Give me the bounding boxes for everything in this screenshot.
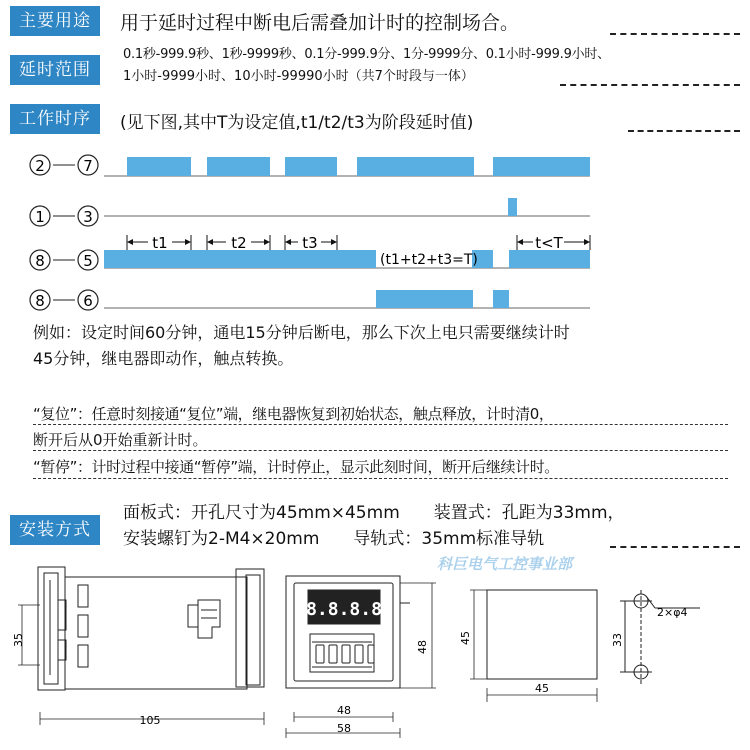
example-line-1: 例如：设定时间60分钟，通电15分钟后断电，那么下次上电只需要继续计时 xyxy=(33,323,570,342)
label-sum: (t1+t2+t3=T) xyxy=(380,252,478,268)
example-line-2: 45分钟，继电器即动作，触点转换。 xyxy=(33,349,294,368)
dimension-drawings xyxy=(0,560,750,750)
svg-text:3: 3 xyxy=(83,208,93,226)
reset-line-2: 断开后从0开始重新计时。 xyxy=(33,431,208,449)
dim-45-horizontal: 45 xyxy=(535,682,549,695)
svg-text:6: 6 xyxy=(83,292,93,310)
dim-58: 58 xyxy=(337,722,351,735)
label-t1: t1 xyxy=(152,234,168,252)
row-label-8-6 xyxy=(30,290,98,310)
row-label-8-5 xyxy=(30,250,98,270)
purpose-text: 用于延时过程中断电后需叠加计时的控制场合。 xyxy=(120,12,520,34)
row-label-2-7 xyxy=(30,155,98,175)
timing-chart xyxy=(0,145,750,320)
purpose-label: 主要用途 xyxy=(10,6,100,36)
front-view xyxy=(286,576,410,688)
divider xyxy=(560,84,740,86)
pulses-8-5 xyxy=(104,250,590,268)
dim-48-vertical: 48 xyxy=(416,640,429,654)
dim-105: 105 xyxy=(139,714,161,727)
pulse-1-3 xyxy=(508,198,517,216)
svg-text:1: 1 xyxy=(35,208,45,226)
dim-35: 35 xyxy=(12,633,25,647)
divider xyxy=(33,450,728,451)
timing-label: 工作时序 xyxy=(10,104,100,134)
label-t3: t3 xyxy=(302,234,318,252)
pulses-2-7 xyxy=(127,157,590,176)
install-text-1: 面板式：开孔尺寸为45mm×45mm 装置式：孔距为33mm， xyxy=(123,503,625,523)
mounting-holes xyxy=(620,590,700,684)
svg-text:8: 8 xyxy=(35,292,45,310)
svg-text:5: 5 xyxy=(83,252,93,270)
divider xyxy=(33,424,728,425)
svg-text:8: 8 xyxy=(35,252,45,270)
display-readout: 8.8.8.8 xyxy=(306,599,382,620)
reset-line-1: “复位”：任意时刻接通“复位”端，继电器恢复到初始状态，触点释放，计时清0， xyxy=(33,405,554,423)
svg-text:7: 7 xyxy=(83,157,93,175)
divider xyxy=(610,546,740,548)
install-label: 安装方式 xyxy=(10,515,100,545)
dim-45-vertical: 45 xyxy=(459,631,472,645)
side-view xyxy=(38,567,264,690)
watermark: 科巨电气工控事业部 xyxy=(437,555,573,573)
range-label: 延时范围 xyxy=(10,55,100,85)
range-text-2: 1小时-9999小时、10小时-99990小时（共7个时段与一体） xyxy=(123,69,474,84)
svg-text:2: 2 xyxy=(35,157,45,175)
pause-line-1: “暂停”：计时过程中接通“暂停”端，计时停止，显示此刻时间，断开后继续计时。 xyxy=(33,458,559,476)
dim-33: 33 xyxy=(611,633,624,647)
range-text-1: 0.1秒-999.9秒、1秒-9999秒、0.1分-999.9分、1分-9999分、0.1小时-999.9小时、 xyxy=(123,47,610,62)
divider xyxy=(628,130,740,132)
panel-cutout xyxy=(487,590,597,679)
label-tT: t<T xyxy=(535,234,563,252)
label-t2: t2 xyxy=(231,234,247,252)
hole-spec: 2×φ4 xyxy=(657,606,688,619)
pulses-8-6 xyxy=(376,290,509,308)
divider xyxy=(610,33,740,35)
timing-text: (见下图,其中T为设定值,t1/t2/t3为阶段延时值) xyxy=(120,113,474,133)
row-label-1-3 xyxy=(30,206,98,226)
dim-48-horizontal: 48 xyxy=(337,704,351,717)
install-text-2: 安装螺钉为2-M4×20mm 导轨式：35mm标准导轨 xyxy=(123,529,545,549)
divider xyxy=(33,478,728,479)
